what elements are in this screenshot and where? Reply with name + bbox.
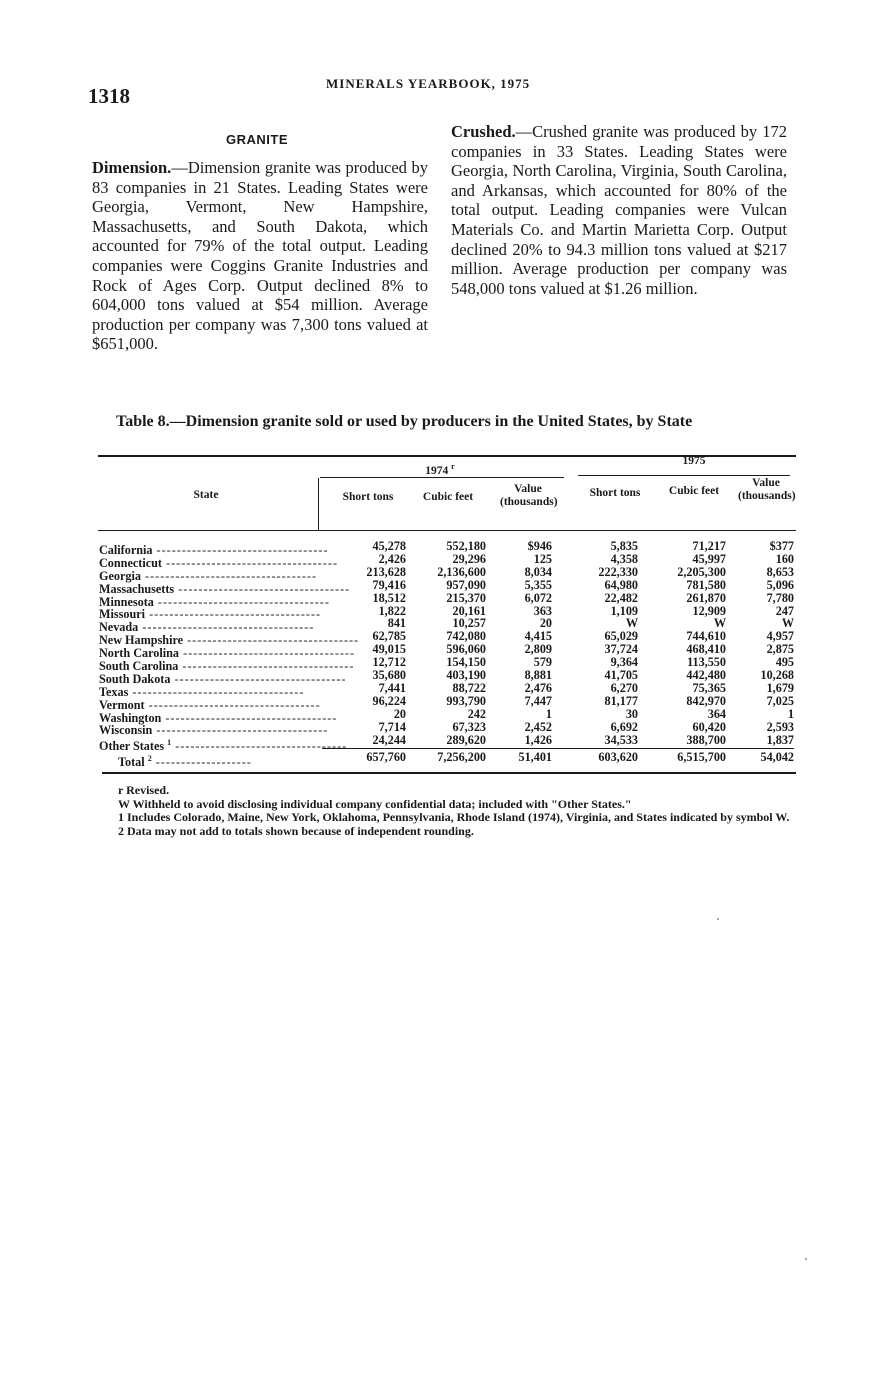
crushed-run-in: Crushed. bbox=[451, 122, 516, 141]
state-column-header: State bbox=[193, 489, 219, 501]
cubic-feet-1974-column: 552,180 29,296 2,136,600 957,090 215,370 20,161 10,257 742,080 596,060 154,150 403,190 88,722 993,790 242 67,323 289,620 bbox=[437, 539, 486, 747]
footnote-revised: r Revised. bbox=[118, 783, 170, 797]
state-row: South Carolina ---------------------------------- bbox=[99, 659, 355, 674]
total-short-tons-1974: 657,760 bbox=[366, 750, 406, 764]
state-row: Washington ---------------------------------- bbox=[99, 710, 338, 725]
cubic-feet-1975-column: 71,217 45,997 2,205,300 781,580 261,870 12,909 W 744,610 468,410 113,550 442,480 75,365 842,970 364 60,420 388,700 bbox=[677, 539, 726, 747]
footnote-2: 2 Data may not add to totals shown because of independent rounding. bbox=[118, 823, 474, 838]
column-divider bbox=[318, 478, 319, 530]
value-header-1975: Value (thousands) bbox=[738, 477, 796, 502]
total-label: Total $^2$ ------------------- bbox=[118, 754, 252, 770]
short-tons-header-1974: Short tons bbox=[342, 491, 394, 503]
dimension-run-in: Dimension. bbox=[92, 158, 172, 177]
state-row: Wisconsin ---------------------------------- bbox=[99, 723, 329, 738]
state-row: Massachusetts ---------------------------------- bbox=[99, 581, 351, 596]
total-short-tons-1975: 603,620 bbox=[598, 750, 638, 764]
total-rule bbox=[322, 748, 794, 749]
table-title: Table 8.—Dimension granite sold or used by producers in the United States, by State bbox=[116, 413, 693, 430]
total-value-1975: 54,042 bbox=[760, 750, 794, 764]
state-row: Vermont ---------------------------------- bbox=[99, 697, 321, 712]
dimension-paragraph bbox=[92, 158, 428, 354]
page-number: 1318 bbox=[88, 84, 130, 108]
year-1975-rule bbox=[578, 475, 790, 476]
footnote-withheld: W Withheld to avoid disclosing individual company confidential data; included with "Other States." bbox=[118, 796, 632, 811]
year-1974-label: 1974 bbox=[425, 464, 449, 477]
table-bottom-rule bbox=[102, 772, 796, 774]
dimension-text: —Dimension granite was produced by 83 companies in 21 States. Leading States were Georgia, Vermont, New Hampshire, Massachusetts, and South Dakota, which accounted for 79% of the total output. Leading companies were Coggins Granite Industries and Rock of Ages Corp. Output declined 8% to 604,000 tons valued at $54 million. Average production per company was 7,300 tons valued at $651,000. bbox=[92, 158, 428, 354]
footnotes bbox=[104, 784, 798, 838]
state-row: North Carolina ---------------------------------- bbox=[99, 646, 356, 661]
cubic-feet-header-1975: Cubic feet bbox=[668, 485, 720, 497]
revised-mark: r bbox=[451, 462, 455, 471]
short-tons-1974-column: 45,278 2,426 213,628 79,416 18,512 1,822 841 62,785 49,015 12,712 35,680 7,441 96,224 20 7,714 24,244 bbox=[366, 539, 406, 747]
year-1974-header bbox=[390, 461, 490, 477]
state-row: Nevada ---------------------------------- bbox=[99, 620, 315, 635]
short-tons-header-1975: Short tons bbox=[589, 487, 641, 499]
state-row: Minnesota ---------------------------------- bbox=[99, 594, 330, 609]
scan-speck bbox=[717, 918, 719, 920]
section-heading: GRANITE bbox=[226, 132, 288, 147]
crushed-paragraph bbox=[451, 122, 787, 298]
value-1974-column: $946 125 8,034 5,355 6,072 363 20 4,415 2,809 579 8,881 2,476 7,447 1 2,452 1,426 bbox=[524, 539, 552, 747]
header-bottom-rule bbox=[98, 530, 796, 531]
state-row: California ---------------------------------- bbox=[99, 543, 329, 557]
state-column bbox=[99, 543, 360, 754]
total-cubic-feet-1975: 6,515,700 bbox=[677, 750, 726, 764]
footnote-1: 1 Includes Colorado, Maine, New York, Oklahoma, Pennsylvania, Rhode Island (1974), Virginia, and States indicated by symbol W. bbox=[118, 810, 790, 824]
total-value-1974: 51,401 bbox=[518, 750, 552, 764]
state-row: Connecticut ---------------------------------- bbox=[99, 555, 339, 570]
total-cubic-feet-1974: 7,256,200 bbox=[437, 750, 486, 764]
state-row: New Hampshire ---------------------------------- bbox=[99, 633, 360, 648]
state-row: Georgia ---------------------------------- bbox=[99, 568, 318, 583]
cubic-feet-header-1974: Cubic feet bbox=[422, 491, 474, 503]
state-row: South Dakota ---------------------------------- bbox=[99, 671, 347, 686]
state-row: Other States $^1$ ---------------------------------- bbox=[99, 738, 348, 754]
running-head: MINERALS YEARBOOK, 1975 bbox=[326, 76, 531, 91]
short-tons-1975-column: 5,835 4,358 222,330 64,980 22,482 1,109 W 65,029 37,724 9,364 41,705 6,270 81,177 30 6,692 34,533 bbox=[598, 539, 638, 747]
state-row: Missouri ---------------------------------- bbox=[99, 607, 322, 622]
year-1975-header: 1975 bbox=[682, 455, 706, 467]
crushed-text: —Crushed granite was produced by 172 companies in 33 States. Leading States were Georgia, North Carolina, Virginia, South Carolina, and Arkansas, which accounted for 80% of the total output. Leading companies were Vulcan Materials Co. and Martin Marietta Corp. Output declined 20% to 94.3 million tons valued at $217 million. Average production per company was 548,000 tons valued at $1.26 million. bbox=[451, 122, 787, 298]
value-1975-column: $377 160 8,653 5,096 7,780 247 W 4,957 2,875 495 10,268 1,679 7,025 1 2,593 1,837 bbox=[760, 539, 794, 747]
state-row: Texas ---------------------------------- bbox=[99, 684, 305, 699]
scan-speck bbox=[805, 1258, 807, 1260]
value-header-1974: Value (thousands) bbox=[500, 483, 558, 508]
